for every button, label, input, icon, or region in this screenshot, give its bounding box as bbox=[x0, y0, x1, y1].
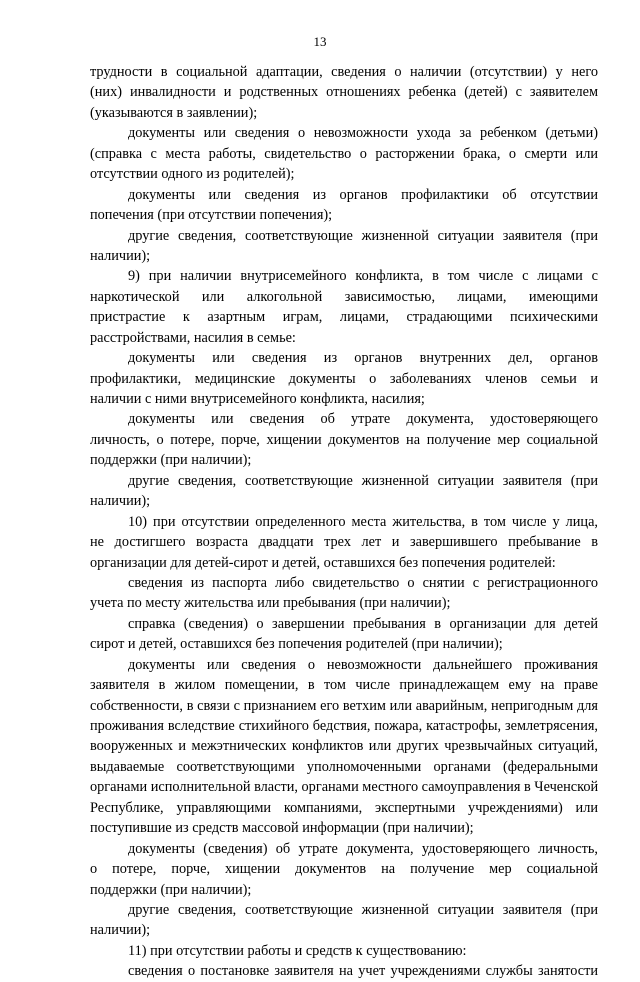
text-line: другие сведения, соответствующие жизненной ситуации заявителя (при bbox=[128, 901, 598, 918]
page-number: 13 bbox=[313, 34, 327, 49]
text-line: профилактики, медицинские документы о заболеваниях членов семьи и bbox=[90, 370, 598, 387]
text-line: проживания вследствие стихийного бедствия, пожара, катастрофы, землетрясения, bbox=[90, 718, 598, 734]
text-line: выдаваемые соответствующими уполномоченными органами (федеральными bbox=[90, 758, 598, 775]
text-line: пристрастие к азартным играм, лицами, страдающими психическими bbox=[90, 309, 598, 326]
text-line: расстройствами, насилия в семье: bbox=[90, 329, 296, 346]
text-line: документы или сведения об утрате документа, удостоверяющего bbox=[128, 411, 598, 428]
text-line: 9) при наличии внутрисемейного конфликта, в том числе с лицами с bbox=[128, 268, 598, 285]
text-line: учета по месту жительства или пребывания (при наличии); bbox=[90, 595, 451, 612]
text-line: документы или сведения из органов профилактики об отсутствии bbox=[128, 186, 598, 203]
text-line: сирот и детей, оставшихся без попечения родителей (при наличии); bbox=[90, 636, 503, 653]
document-body bbox=[90, 62, 598, 982]
text-line: Республике, управляющими компаниями, экспертными учреждениями) или bbox=[90, 799, 598, 816]
text-line: (указываются в заявлении); bbox=[90, 104, 258, 121]
text-line: (них) инвалидности и родственных отношениях ребенка (детей) с заявителем bbox=[90, 84, 598, 101]
text-line: документы или сведения о невозможности дальнейшего проживания bbox=[128, 656, 598, 673]
text-line: наркотической или алкогольной зависимостью, лицами, имеющими bbox=[90, 288, 598, 305]
text-line: заявителя в жилом помещении, в том числе принадлежащем ему на праве bbox=[90, 677, 598, 694]
text-line: наличии с ними внутрисемейного конфликта, насилия; bbox=[90, 391, 425, 407]
text-line: справка (сведения) о завершении пребывания в организации для детей bbox=[128, 615, 598, 632]
text-line: поддержки (при наличии); bbox=[90, 452, 252, 469]
text-line: попечения (при отсутствии попечения); bbox=[90, 207, 333, 224]
text-line: документы (сведения) об утрате документа, удостоверяющего личность, bbox=[128, 840, 598, 857]
text-line: (справка с места работы, свидетельство о расторжении брака, о смерти или bbox=[90, 145, 598, 162]
text-line: организации для детей-сирот и детей, оставшихся без попечения родителей: bbox=[90, 554, 556, 571]
text-line: 10) при отсутствии определенного места жительства, в том числе у лица, bbox=[128, 513, 598, 530]
text-line: 11) при отсутствии работы и средств к существованию: bbox=[128, 942, 467, 959]
text-line: документы или сведения из органов внутренних дел, органов bbox=[128, 350, 598, 367]
text-line: отсутствии одного из родителей); bbox=[90, 166, 295, 183]
text-line: собственности, в связи с признанием его ветхим или аварийным, непригодным для bbox=[90, 697, 598, 714]
text-line: вооруженных и межэтнических конфликтов или других чрезвычайных ситуаций, bbox=[90, 738, 598, 755]
text-line: поступившие из средств массовой информации (при наличии); bbox=[90, 820, 474, 837]
text-line: личность, о потере, порче, хищении документов на получение мер социальной bbox=[90, 431, 598, 448]
text-line: трудности в социальной адаптации, сведения о наличии (отсутствии) у него bbox=[90, 64, 598, 80]
text-line: другие сведения, соответствующие жизненной ситуации заявителя (при bbox=[128, 472, 598, 489]
text-line: наличии); bbox=[90, 493, 151, 510]
text-line: поддержки (при наличии); bbox=[90, 881, 252, 898]
text-line: документы или сведения о невозможности ухода за ребенком (детьми) bbox=[128, 125, 598, 142]
text-line: не достигшего возраста двадцати трех лет и завершившего пребывание в bbox=[90, 534, 598, 551]
text-line: сведения о постановке заявителя на учет учреждениями службы занятости bbox=[128, 963, 598, 980]
text-line: сведения из паспорта либо свидетельство о снятии с регистрационного bbox=[128, 574, 598, 591]
text-line: органами исполнительной власти, органами местного самоуправления в Чеченской bbox=[90, 779, 599, 796]
text-line: наличии); bbox=[90, 247, 151, 264]
text-line: другие сведения, соответствующие жизненной ситуации заявителя (при bbox=[128, 227, 598, 244]
text-line: о потере, порче, хищении документов на получение мер социальной bbox=[90, 861, 598, 878]
text-line: наличии); bbox=[90, 922, 151, 939]
